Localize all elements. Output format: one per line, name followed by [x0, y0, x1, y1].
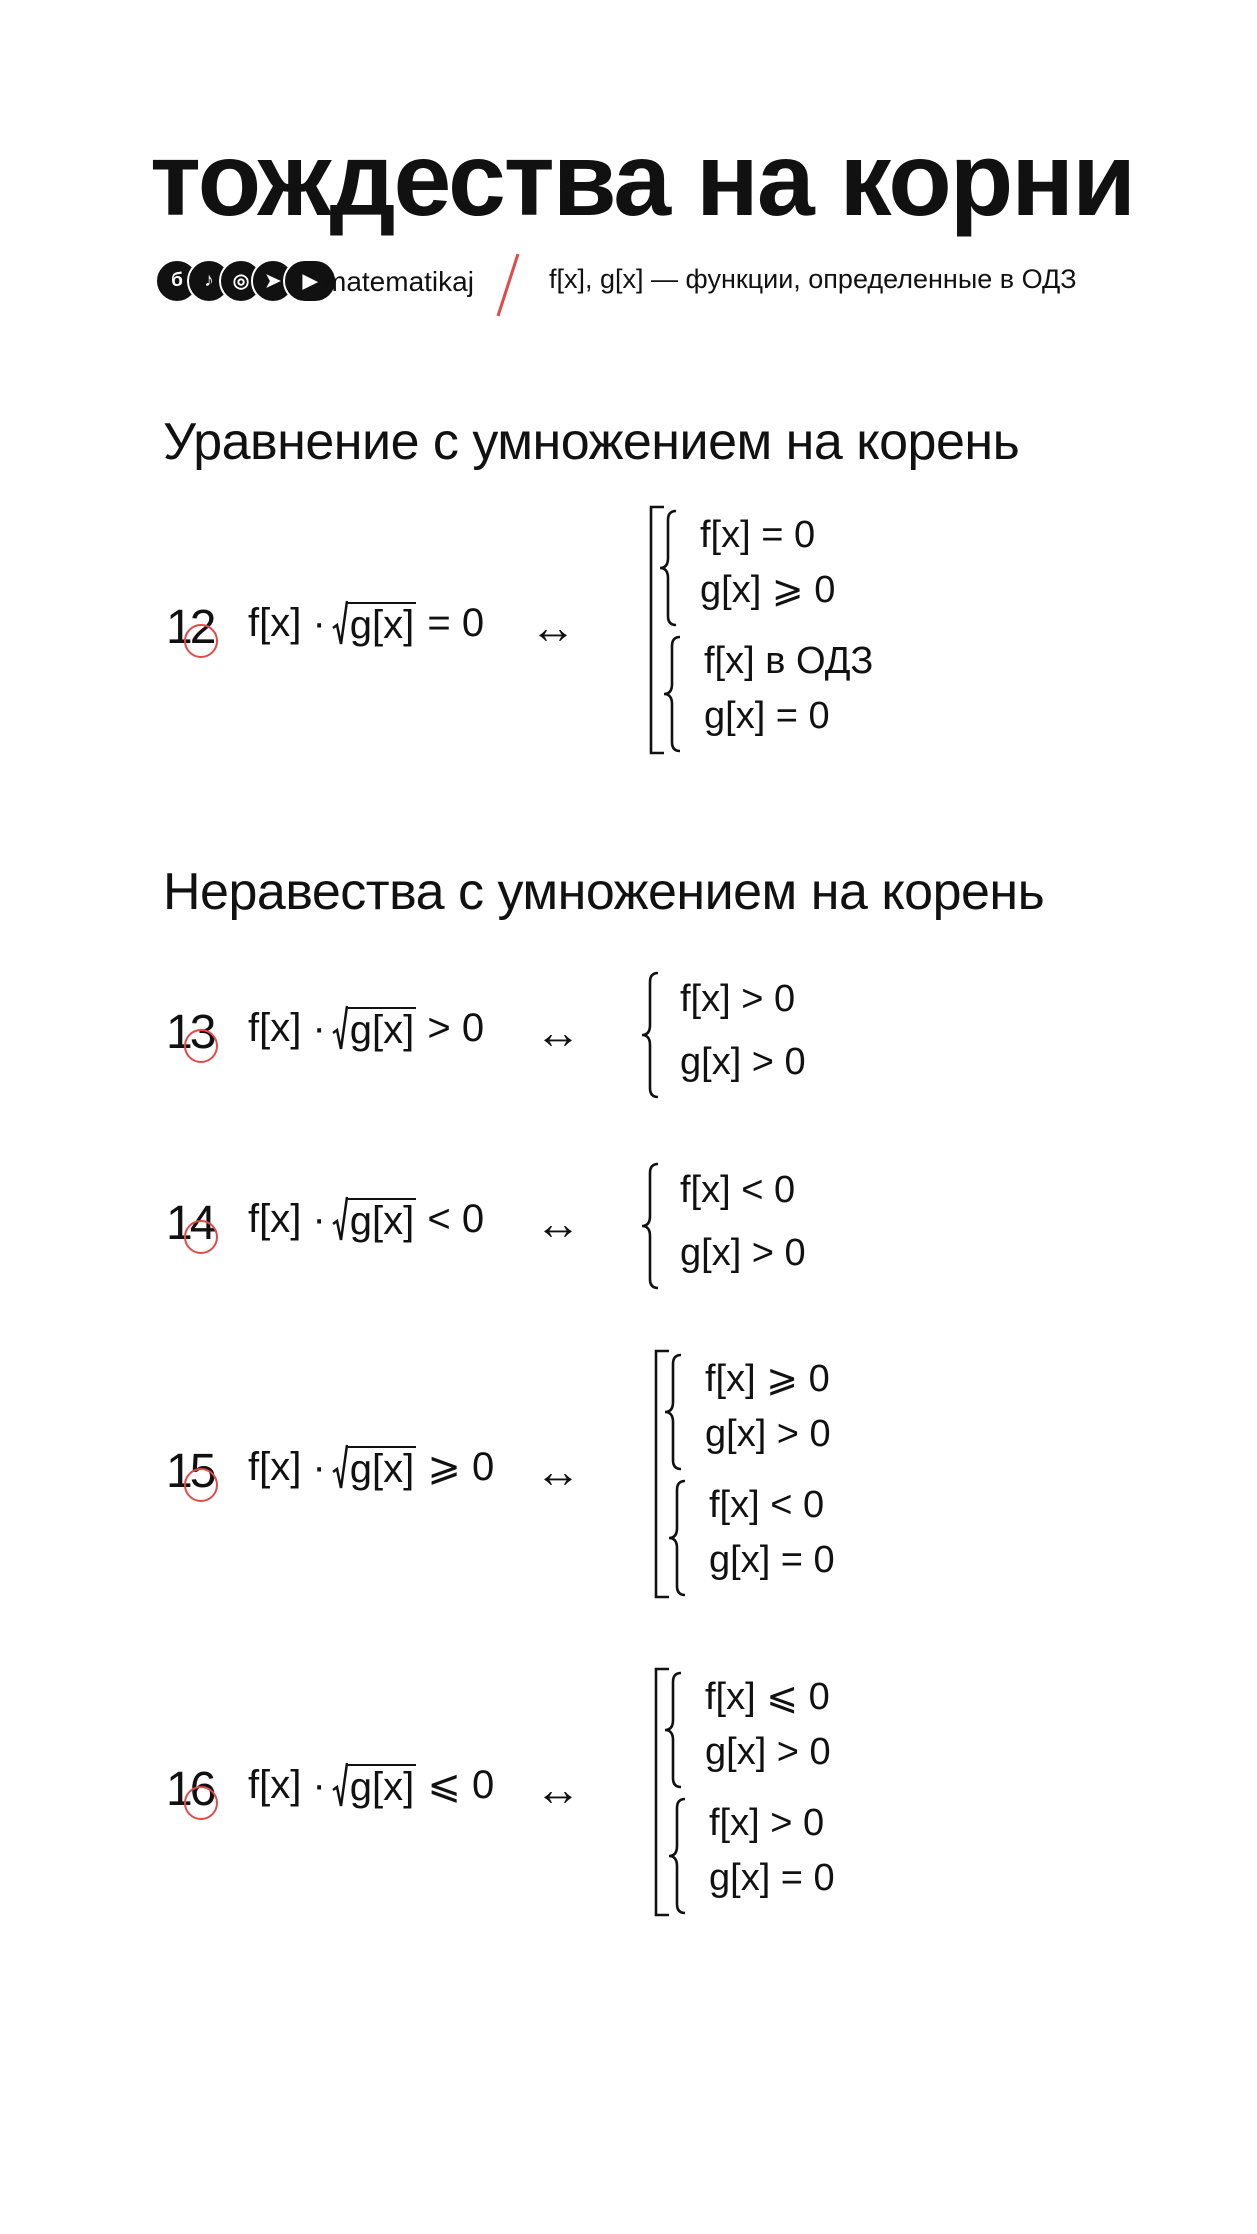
sqrt-radicand: g[x]	[349, 603, 415, 647]
page-title: тождества на корни	[150, 122, 1135, 238]
formula-number: 14	[166, 1197, 214, 1250]
sqrt-expression	[332, 1762, 416, 1808]
section-heading-inequalities: Неравества с умножением на корень	[163, 863, 1045, 921]
equivalence-arrow: ↔	[535, 1445, 581, 1497]
condition-line: g[x] = 0	[709, 1539, 835, 1581]
condition-line: g[x] > 0	[680, 1041, 806, 1083]
sqrt-radicand: g[x]	[349, 1447, 415, 1491]
equivalence-arrow: ↔	[535, 1197, 581, 1249]
equivalence-arrow: ↔	[535, 1763, 581, 1815]
lhs-factor: f[x] ·	[248, 1197, 326, 1241]
formula-number: 12	[166, 601, 214, 654]
social-icons	[155, 258, 337, 304]
formula-lhs	[248, 1005, 484, 1051]
formula-lhs	[248, 1444, 494, 1490]
sqrt-radicand: g[x]	[349, 1008, 415, 1052]
sqrt-icon	[332, 1444, 348, 1490]
lhs-factor: f[x] ·	[248, 1445, 326, 1489]
number-circle	[184, 624, 218, 658]
condition-line: g[x] > 0	[680, 1232, 806, 1274]
sqrt-icon	[332, 1005, 348, 1051]
condition-line: f[x] ⩽ 0	[705, 1676, 830, 1718]
condition-line: f[x] ⩾ 0	[705, 1358, 830, 1400]
youtube-icon[interactable]: ▶	[283, 259, 337, 303]
system-brace	[662, 636, 686, 752]
system-brace	[663, 1354, 687, 1470]
sqrt-icon	[332, 1762, 348, 1808]
lhs-relation: ⩾ 0	[416, 1445, 495, 1489]
instagram-icon[interactable]: ◎	[219, 259, 263, 303]
formula-lhs	[248, 1762, 494, 1808]
condition-line: f[x] > 0	[709, 1802, 825, 1844]
lhs-relation: > 0	[416, 1006, 485, 1050]
lhs-relation: = 0	[416, 601, 485, 645]
formula-number: 13	[166, 1006, 214, 1059]
sqrt-expression	[332, 600, 416, 646]
number-circle	[184, 1468, 218, 1502]
condition-line: f[x] > 0	[680, 978, 796, 1020]
system-brace	[640, 972, 664, 1098]
equivalence-arrow: ↔	[535, 1006, 581, 1058]
number-circle	[184, 1786, 218, 1820]
condition-line: g[x] > 0	[705, 1731, 831, 1773]
system-brace	[640, 1163, 664, 1289]
lhs-factor: f[x] ·	[248, 1763, 326, 1807]
condition-line: f[x] < 0	[680, 1169, 796, 1211]
sqrt-expression	[332, 1005, 416, 1051]
system-brace	[667, 1480, 691, 1596]
formula-lhs	[248, 600, 484, 646]
condition-line: f[x] в ОДЗ	[704, 640, 874, 682]
system-brace	[663, 1672, 687, 1788]
telegram-icon[interactable]: ➤	[251, 259, 295, 303]
sqrt-radicand: g[x]	[349, 1765, 415, 1809]
sqrt-radicand: g[x]	[349, 1199, 415, 1243]
condition-line: g[x] = 0	[704, 695, 830, 737]
condition-line: f[x] < 0	[709, 1484, 825, 1526]
tiktok-icon[interactable]: ♪	[187, 259, 231, 303]
lhs-factor: f[x] ·	[248, 601, 326, 645]
formula-number: 16	[166, 1763, 214, 1816]
condition-line: g[x] > 0	[705, 1413, 831, 1455]
section-heading-equation: Уравнение с умножением на корень	[163, 413, 1020, 471]
system-brace	[658, 510, 682, 626]
number-circle	[184, 1029, 218, 1063]
page-subtitle: f[x], g[x] — функции, определенные в ОДЗ	[549, 264, 1077, 294]
formula-number: 15	[166, 1445, 214, 1498]
condition-line: g[x] = 0	[709, 1857, 835, 1899]
sqrt-icon	[332, 1196, 348, 1242]
author-handle: matematikaj	[323, 266, 474, 297]
sqrt-expression	[332, 1444, 416, 1490]
lhs-relation: ⩽ 0	[416, 1763, 495, 1807]
equivalence-arrow: ↔	[530, 601, 576, 653]
formula-lhs	[248, 1196, 484, 1242]
sqrt-icon	[332, 600, 348, 646]
vk-icon[interactable]: б	[155, 259, 199, 303]
condition-line: f[x] = 0	[700, 514, 816, 556]
lhs-relation: < 0	[416, 1197, 485, 1241]
number-circle	[184, 1220, 218, 1254]
condition-line: g[x] ⩾ 0	[700, 569, 836, 611]
sqrt-expression	[332, 1196, 416, 1242]
system-brace	[667, 1798, 691, 1914]
slash-divider	[488, 250, 528, 320]
lhs-factor: f[x] ·	[248, 1006, 326, 1050]
